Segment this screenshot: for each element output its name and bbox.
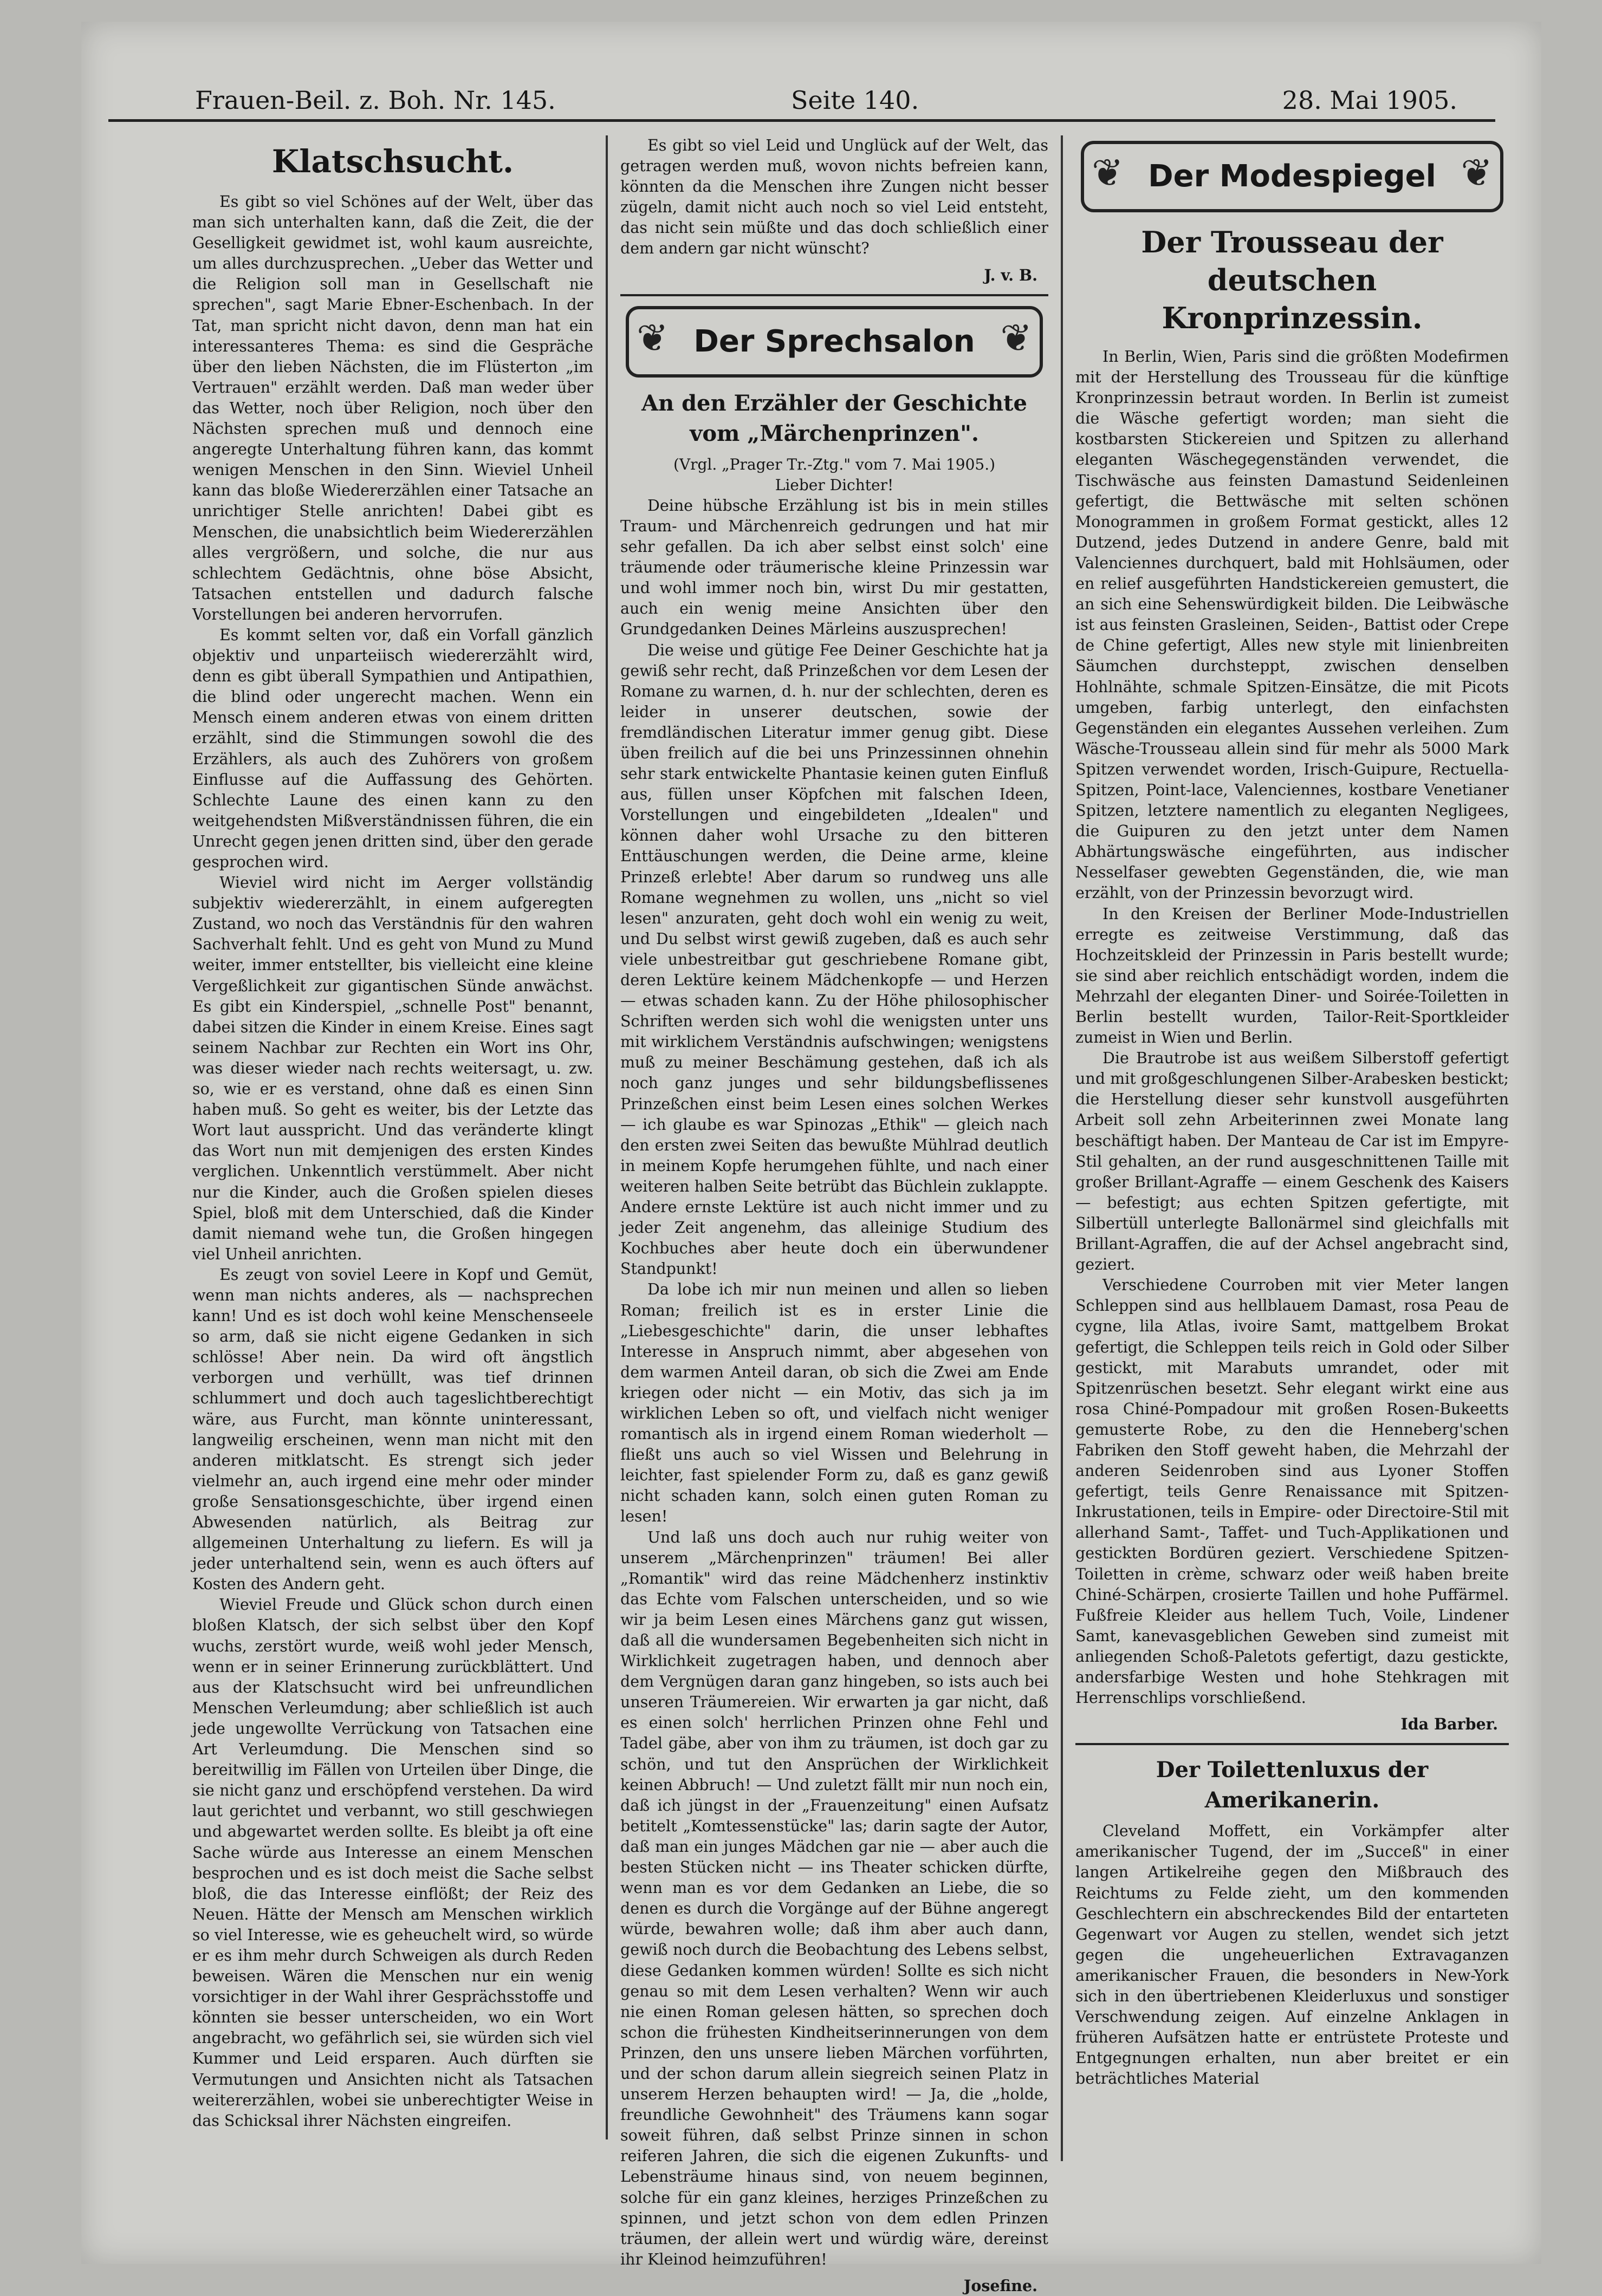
section-title: Der Sprechsalon	[693, 323, 975, 359]
article-title-klatschsucht: Klatschsucht.	[271, 143, 514, 180]
column-rule-2	[1061, 135, 1063, 2161]
paragraph: Es gibt so viel Schönes auf der Welt, über das man sich unterhalten kann, daß die Zeit, die der Geselligkeit gewidmet ist, wohl kaum ausreichte, um alles durchzusprechen. „Ueber das Wetter und die Religion soll man in Gesellschaft nie sprechen", sagt Marie Ebner-Eschenbach. In der Tat, man spricht nicht davon, denn man hat ein interessanteres Thema: es sind die Gespräche über den lieben Nächsten, die im Flüsterton „im Vertrauen" erzählt werden. Daß man weder über das Wetter, noch über Religion, noch über den Nächsten sprechen muß und dennoch eine angeregte Unterhaltung führen kann, das kommt wenigen Menschen in den Sinn. Wieviel Unheil kann das bloße Wiedererzählen einer Tatsache an unrichtiger Stelle anrichten! Dabei gibt es Menschen, die unabsichtlich beim Wiedererzählen alles vergrößern, und solche, die nur aus schlechtem Gedächtnis, ohne böse Absicht, Tatsachen entstellen und dadurch falsche Vorstellungen bei anderen hervorrufen.	[192, 193, 593, 623]
ornament-icon: ❦	[1092, 151, 1124, 195]
paragraph: Die weise und gütige Fee Deiner Geschichte hat ja gewiß sehr recht, daß Prinzeßchen vor dem Lesen der Romane zu warnen, d. h. nur der schlechten, deren es leider in unserer deutschen, sowie der fremdländischen Literatur immer genug gibt. Diese üben freilich auf die bei uns Prinzessinnen ohnehin sehr stark entwickelte Phantasie keinen guten Einfluß aus, füllen unser Köpfchen mit falschen Ideen, Vorstellungen und eingebildeten „Idealen" und können daher wohl Ursache zu den bitteren Enttäuschungen werden, die Deine arme, kleine Prinzeß erlebte! Aber darum so rundweg uns alle Romane wegnehmen zu wollen, uns „nicht so viel lesen" anzuraten, geht doch wohl ein wenig zu weit, und Du selbst wirst gewiß zugeben, daß es auch sehr viele unbestreitbar gut geschriebene Romane gibt, deren Lektüre keinem Mädchenkopfe — und Herzen — etwas schaden kann. Zu der Höhe philosophischer Schriften werden sich wohl die wenigsten unter uns mit wirklichem Verständnis aufschwingen; wenigstens muß zu meiner Beschämung gestehen, daß ich als noch ganz junges und sehr bildungsbeflissenes Prinzeßchen einst beim Lesen eines solchen Werkes — ich glaube es war Spinozas „Ethik" — gleich nach den ersten zwei Seiten das bewußte Mühlrad deutlich in meinem Kopfe herumgehen fühlte, und nach einer weiteren halben Seite betrübt das Büchlein zuklappte. Andere ernste Lektüre ist auch nicht immer und zu jeder Zeit angenehm, das alleinige Studium des Kochbuches aber heute doch ein überwundener Standpunkt!	[620, 641, 1048, 1278]
paragraph: Verschiedene Courroben mit vier Meter langen Schleppen sind aus hellblauem Damast, rosa Peau de cygne, lila Atlas, ivoire Samt, mattgelbem Brokat gefertigt, die Schleppen teils reich in Gold oder Silber gestickt, mit Marabuts umrandet, oder mit Spitzenrüschen besetzt. Sehr elegant wirkt eine aus rosa Chiné-Pompadour mit großen Rosen-Bukeetts gemusterte Robe, zu den die Henneberg'schen Fabriken den Stoff geweht haben, die Mehrzahl der anderen Seidenroben sind aus Lyoner Stoffen gefertigt, teils Genre Renaissance mit Spitzen-Inkrustationen, teils in Empire- oder Directoire-Stil mit allerhand Samt-, Taffet- und Tuch-Applikationen und gestickten Bordüren geziert. Verschiedene Spitzen-Toiletten in crème, schwarz oder weiß haben breite Chiné-Schärpen, crosierte Taillen und hohe Puffärmel. Fußfreie Kleider aus hellem Tuch, Voile, Lindener Samt, kanevasgeblichen Geweben sind zumeist mit anliegenden Schoß-Paletots gefertigt, dazu gestickte, andersfarbige Westen und hohe Stehkragen mit Herrenschlips vorschließend.	[1075, 1276, 1509, 1707]
paragraph: Wieviel wird nicht im Aerger vollständig subjektiv wiedererzählt, in einem aufgeregten Zustand, wo noch das Verständnis für den wahren Sachverhalt fehlt. Und es geht von Mund zu Mund weiter, immer entstellter, bis vielleicht eine kleine Vergeßlichkeit zur gigantischen Sünde anwächst. Es gibt ein Kinderspiel, „schnelle Post" benannt, dabei sitzen die Kinder in einem Kreise. Eines sagt seinem Nachbar zur Rechten ein Wort ins Ohr, was dieser wieder nach rechts weitersagt, u. zw. so, wie er es verstand, ohne daß es einen Sinn haben muß. So geht es weiter, bis der Letzte das Wort laut ausspricht. Und das veränderte klingt das Wort nun mit demjenigen des ersten Kindes verglichen. Unkenntlich verstümmelt. Aber nicht nur die Kinder, auch die Großen spielen dieses Spiel, bloß mit dem Unterschied, daß die Kinder damit niemand wehe tun, die Großen hingegen viel Unheil anrichten.	[192, 874, 593, 1263]
signature: Josefine.	[963, 2276, 1037, 2295]
paragraph: Es zeugt von soviel Leere in Kopf und Gemüt, wenn man nichts anderes, als — nachsprechen kann! Und es ist doch wohl keine Menschenseele so arm, daß sie nicht eigene Gedanken in sich schlösse! Aber nein. Da wird oft ängstlich verborgen und verhüllt, was tief drinnen schlummert und doch auch tageslichtberechtigt wäre, aus Furcht, man könnte uninteressant, langweilig erscheinen, wenn man nicht mit den anderen mitklatscht. Es strengt sich jeder vielmehr an, auch irgend eine mehr oder minder große Sensationsgeschichte, über irgend einen Abwesenden natürlich, als Beitrag zur allgemeinen Unterhaltung zu liefern. Es will ja jeder unterhaltend sein, wenn es auch öfters auf Kosten des Andern geht.	[192, 1265, 593, 1593]
paragraph: Cleveland Moffett, ein Vorkämpfer alter amerikanischer Tugend, der im „Succeß" in einer langen Artikelreihe gegen den Mißbrauch des Reichtums zu Felde zieht, um den kommenden Geschlechtern ein abschreckendes Bild der entarteten Gegenwart vor Augen zu stellen, wendet sich jetzt gegen die ungeheuerlichen Extravaganzen amerikanischer Frauen, die besonders in New-York sich in den übertriebenen Kleiderluxus und sonstiger Verschwendung zeigen. Auf einzelne Anklagen in früheren Aufsätzen hatte er entrüstete Proteste und Entgegnungen erhalten, nun aber breitet er ein beträchtliches Material	[1075, 1822, 1509, 2088]
ornament-icon: ❦	[1000, 315, 1032, 360]
signature: J. v. B.	[984, 265, 1037, 284]
divider	[1075, 1743, 1509, 1745]
column-2	[620, 135, 1048, 2295]
article-title: Der Toilettenluxus der Amerikanerin.	[1156, 1757, 1429, 1813]
reference-note: (Vrgl. „Prager Tr.-Ztg." vom 7. Mai 1905.)	[673, 455, 996, 473]
salutation: Lieber Dichter!	[775, 476, 894, 494]
divider	[620, 294, 1048, 296]
paragraph: Wieviel Freude und Glück schon durch einen bloßen Klatsch, der sich selbst über den Kopf wuchs, zerstört wurde, weiß wohl jeder Mensch, wenn er in seiner Erinnerung zurückblättert. Und aus der Klatschsucht wird bei unfreundlichen Menschen Verleumdung; aber schließlich ist auch jede ungewollte Verrückung von Tatsachen eine Art Verleumdung. Die Menschen sind so bereitwillig im Fällen von Urteilen über Dinge, die sie nicht ganz und erschöpfend verstehen. Da wird laut gerichtet und verbannt, wo still geschwiegen und abgewartet werden sollte. Es bleibt ja oft eine Sache würde aus Interesse an einem Menschen besprochen und es ist doch meist die Sache selbst bloß, die das Interesse einflößt; der Reiz des Neuen. Hätte der Mensch am Menschen wirklich so viel Interesse, wie es geheuchelt wird, so würde er es ihm mehr durch Schweigen als durch Reden beweisen. Wären die Menschen nur ein wenig vorsichtiger in der Wahl ihrer Gesprächsstoffe und könnten sie besser unterscheiden, wo ein Wort angebracht, wo gefährlich sei, sie würden sich viel Kummer und Leid ersparen. Auch dürften sie Vermutungen und Ansichten nicht als Tatsachen weitererzählen, wobei sie unberechtigter Weise in das Schicksal ihrer Nächsten eingreifen.	[192, 1596, 593, 2130]
header-page-number: Seite 140.	[791, 86, 919, 115]
column-1	[192, 135, 593, 2156]
article-title: Der Trousseau der deutschen Kronprinzessin.	[1141, 225, 1443, 335]
signature: Ida Barber.	[1400, 1715, 1498, 1734]
paragraph: Da lobe ich mir nun meinen und allen so lieben Roman; freilich ist es in erster Linie die „Liebesgeschichte" darin, die unser lebhaftes Interesse in Anspruch nimmt, aber abgesehen von dem warmen Anteil daran, ob sich die Zwei am Ende kriegen oder nicht — ein Motiv, das sich ja im wirklichen Leben so oft, und vielfach nicht weniger romantisch als in irgend einem Roman wiederholt — fließt uns auch so viel Wissen und Belehrung in leichter, fast spielender Form zu, daß es ganz gewiß nicht schaden kann, solch einen guten Roman zu lesen!	[620, 1280, 1048, 1526]
paragraph: In den Kreisen der Berliner Mode-Industriellen erregte es zeitweise Verstimmung, daß das Hochzeitskleid der Prinzessin in Paris bestellt wurde; sie sind aber reichlich entschädigt worden, indem die Mehrzahl der eleganten Diner- und Soirée-Toiletten in Berlin bestellt wurden, Tailor-Reit-Sportkleider zumeist in Wien und Berlin.	[1075, 905, 1509, 1047]
article-title: An den Erzähler der Geschichte vom „Märchenprinzen".	[641, 390, 1027, 446]
ornament-icon: ❦	[1461, 151, 1493, 195]
section-banner-sprechsalon	[626, 306, 1043, 378]
paragraph: Es kommt selten vor, daß ein Vorfall gänzlich objektiv und unparteiisch wiedererzählt wird, denn es gibt überall Sympathien und Antipathien, die blind oder ungerecht machen. Wenn ein Mensch einem anderen etwas von einem dritten erzählt, sind die Stimmungen sowohl die des Erzählers, als auch des Zuhörers von großem Einflusse auf die Auffassung des Gehörten. Schlechte Laune des einen kann zu den weitgehendsten Mißverständnissen führen, die ein Unrecht gegen jenen dritten sind, über den gerade gesprochen wird.	[192, 626, 593, 871]
header-date: 28. Mai 1905.	[1282, 86, 1457, 115]
paragraph: Die Brautrobe ist aus weißem Silberstoff gefertigt und mit großgeschlungenen Silber-Arabesken bestickt; die Herstellung dieser sehr kunstvoll ausgeführten Arbeit soll zehn Arbeiterinnen zwei Monate lang beschäftigt haben. Der Manteau de Car ist im Empyre-Stil gehalten, an der rund ausgeschnittenen Taille mit großer Brillant-Agraffe — einem Geschenk des Kaisers — befestigt; aus echten Spitzen gefertigte, mit Silbertüll unterlegte Ballonärmel sind gleichfalls mit Brillant-Agraffen, die auf der Achsel angebracht sind, geziert.	[1075, 1049, 1509, 1274]
column-rule-1	[606, 135, 608, 2139]
paragraph: Deine hübsche Erzählung ist bis in mein stilles Traum- und Märchenreich gedrungen und hat mir sehr gefallen. Da ich aber selbst einst solch' eine träumende oder träumerische kleine Prinzessin war und wohl immer noch bin, wirst Du mir gestatten, auch ein wenig meine Ansichten über den Grundgedanken Deines Märleins auszusprechen!	[620, 496, 1048, 639]
section-title: Der Modespiegel	[1148, 158, 1436, 194]
ornament-icon: ❦	[637, 315, 669, 360]
page-header	[108, 81, 1495, 122]
paragraph: Und laß uns doch auch nur ruhig weiter von unserem „Märchenprinzen" träumen! Bei aller „Romantik" wird das reine Mädchenherz instinktiv das Echte vom Falschen unterscheiden, und so wie wir ja beim Lesen eines Märchens ganz gut wissen, daß all die wundersamen Begebenheiten sich nicht in Wirklichkeit zugetragen haben, und dennoch aber dem Vergnügen daran ganz hingeben, so ists auch bei unseren Träumereien. Wir erwarten ja gar nicht, daß es einen solch' herrlichen Prinzen ohne Fehl und Tadel gäbe, aber von ihm zu träumen, ist doch gar zu schön, und tut den Ansprüchen der Wirklichkeit keinen Abbruch! — Und zuletzt fällt mir nun noch ein, daß ich jüngst in der „Frauenzeitung" einen Aufsatz betitelt „Komtessenstücke" las; darin sagte der Autor, daß man ein junges Mädchen gar nie — aber auch die besten Stücken nicht — ins Theater schicken dürfte, wenn man es vor dem Gedanken an Liebe, die so denen es durch die Vorgänge auf der Bühne angeregt würde, bewahren wolle; daß ihm aber auch dann, gewiß noch durch die Beobachtung des Lebens selbst, diese Gedanken kommen würden! Sollte es sich nicht genau so mit dem Lesen verhalten? Wenn wir auch nie einen Roman gelesen hätten, so sprechen doch schon die frühesten Kindheitserinnerungen von dem Prinzen, den uns unsere lieben Märchen vorführten, und der schon darum allein siegreich seinen Platz in unserem Herzen behaupten wird! — Ja, die „holde, freundliche Gewohnheit" des Träumens kann sogar soweit führen, daß selbst Prinze sinnen in schon reiferen Jahren, die sich die eigenen Zukunfts- und Lebensträume hinaus sind, von neuem beginnen, solche für ein ganz kleines, herziges Prinzeßchen zu spinnen, und jetzt schon von dem edlen Prinzen träumen, der allein wert und würdig wäre, dereinst ihr Kleinod heimzuführen!	[620, 1528, 1048, 2268]
header-left: Frauen-Beil. z. Boh. Nr. 145.	[195, 86, 556, 115]
paragraph: In Berlin, Wien, Paris sind die größten Modefirmen mit der Herstellung des Trousseau für die künftige Kronprinzessin betraut worden. In Berlin ist zumeist die Wäsche gefertigt worden; man sieht die kostbarsten Stickereien und Spitzen zu allerhand eleganten Wäschegegenständen verwendet, die Tischwäsche aus feinsten Damastund Seidenleinen gefertigt, die Bettwäsche mit selten schönen Monogrammen in großem Format gestickt, alles 12 Dutzend, jedes Dutzend in andere Genre, bald mit Valenciennes durchquert, bald mit Hohlsäumen, oder en relief ausgeführten Handstickereien gemustert, die an sich eine Sehenswürdigkeit bilden. Die Leibwäsche ist aus feinsten Grasleinen, Seiden-, Battist oder Crepe de Chine gefertigt, Alles new style mit linienbreiten Säumchen durchsteppt, zwischen denselben Hohlnähte, schmale Spitzen-Einsätze, die mit Picots umgeben, farbig unterlegt, den einfachsten Gegenständen ein elegantes Aussehen verleihen. Zum Wäsche-Trousseau allein sind für mehr als 5000 Mark Spitzen verwendet worden, Irisch-Guipure, Rectuella-Spitzen, Point-lace, Valenciennes, kostbare Venetianer Spitzen, letztere namentlich zu eleganten Negligees, die Guipuren zu den jetzt unter dem Namen Abhärtungswäsche eingeführten, aus indischer Nesselfaser gewebten Gegenständen, die, wie man erzählt, von der Prinzessin bevorzugt wird.	[1075, 348, 1509, 902]
paragraph: Es gibt so viel Leid und Unglück auf der Welt, das getragen werden muß, wovon nichts befreien kann, könnten da die Menschen ihre Zungen nicht besser zügeln, damit nicht auch noch so viel Leid entsteht, das nicht sein müßte und das doch schließlich einer dem andern gar nicht wünscht?	[620, 136, 1048, 258]
section-banner-modespiegel	[1081, 141, 1503, 212]
column-3	[1075, 135, 1509, 2161]
